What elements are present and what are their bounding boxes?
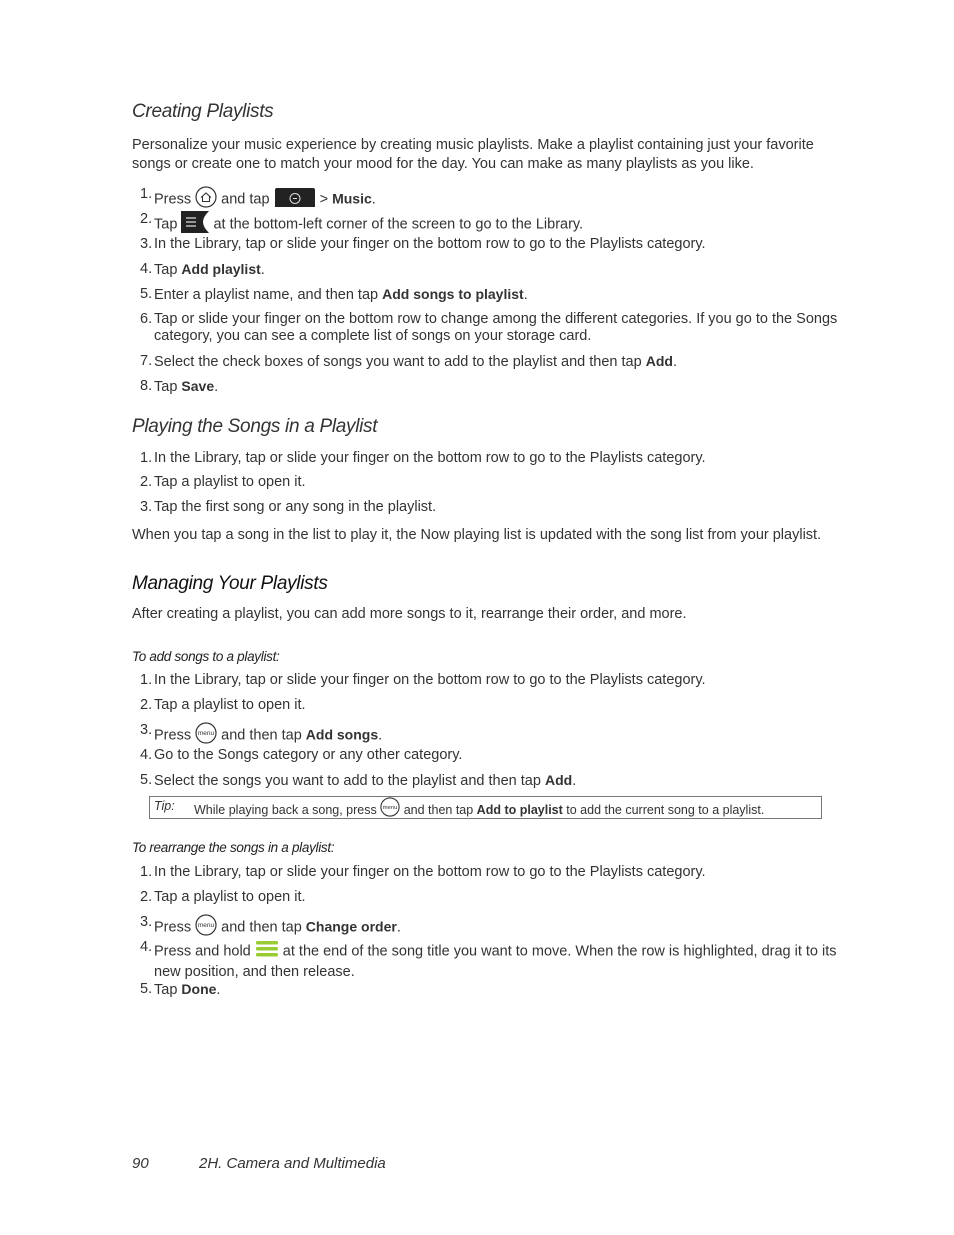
step-number: 7.: [140, 353, 153, 369]
step-end: .: [572, 773, 577, 789]
step-text: at the bottom-left corner of the screen to go to the Library.: [213, 216, 584, 233]
all-apps-icon: [274, 187, 316, 213]
list-item: [132, 889, 842, 906]
step-number: 4.: [140, 747, 153, 763]
change-order-label: Change order: [305, 918, 397, 935]
add-songs-subtitle: To add songs to a playlist:: [132, 649, 280, 664]
list-item: [132, 236, 842, 253]
page-number: 90: [132, 1155, 149, 1172]
step-text: and tap: [221, 191, 270, 208]
step-text: Tap the first song or any song in the playlist.: [154, 499, 437, 515]
step-text: Tap: [154, 982, 182, 998]
step-end: .: [214, 379, 219, 395]
chapter-title: 2H. Camera and Multimedia: [199, 1155, 386, 1172]
step-text: In the Library, tap or slide your finger on the bottom row to go to the Playlists category.: [154, 450, 706, 466]
list-item: [132, 378, 842, 396]
menu-key-icon: [195, 722, 217, 749]
step-text: and then tap: [217, 919, 306, 936]
step-text: In the Library, tap or slide your finger on the bottom row to go to the Playlists category.: [154, 672, 706, 688]
list-item: [132, 864, 842, 881]
step-end: .: [216, 982, 221, 998]
add-songs-label: Add songs: [305, 726, 379, 743]
step-number: 2.: [140, 889, 153, 905]
step-text: Press: [154, 191, 192, 208]
list-item: [132, 499, 842, 516]
add-label: Add: [544, 772, 573, 788]
step-number: 8.: [140, 378, 153, 394]
step-text: Tap a playlist to open it.: [154, 889, 306, 905]
drag-handle-icon: [255, 939, 279, 964]
step-text: >: [319, 191, 333, 208]
step-text: Tap: [154, 379, 182, 395]
list-item: [132, 311, 842, 345]
section-title-creating: Creating Playlists: [132, 101, 274, 122]
step-text: Select the songs you want to add to the playlist and then tap: [154, 773, 545, 789]
step-end: .: [523, 287, 528, 303]
step-end: .: [396, 919, 401, 936]
step-number: 1.: [140, 864, 153, 880]
list-item: [132, 981, 842, 999]
step-text: Press: [154, 919, 192, 936]
creating-intro: Personalize your music experience by creating music playlists. Make a playlist containing just your favorite songs or create one to match your mood for the day. You can make as many playlists as you like.: [132, 137, 814, 172]
step-end: .: [378, 727, 383, 744]
list-item: [132, 722, 842, 749]
step-text: at the end of the song title you want to move. When the row is highlighted, drag it to its new position, and then release.: [154, 943, 837, 980]
step-end: .: [371, 191, 376, 208]
step-text: Enter a playlist name, and then tap: [154, 287, 383, 303]
section-title-managing: Managing Your Playlists: [132, 573, 328, 594]
list-item: [132, 772, 842, 790]
step-number: 5.: [140, 286, 153, 302]
step-number: 3.: [140, 914, 153, 930]
step-end: .: [672, 354, 677, 370]
list-item: [132, 914, 842, 941]
step-text: Select the check boxes of songs you want to add to the playlist and then tap: [154, 354, 646, 370]
menu-key-label: menu: [197, 922, 215, 929]
list-item: [132, 450, 842, 467]
step-number: 2.: [140, 474, 153, 490]
step-text: Press: [154, 727, 192, 744]
library-tab-icon: [181, 211, 209, 238]
list-item: [132, 697, 842, 714]
step-number: 2.: [140, 697, 153, 713]
step-number: 1.: [140, 672, 153, 688]
step-text: and then tap: [217, 727, 306, 744]
step-text: Tap: [154, 216, 178, 233]
done-label: Done: [181, 981, 217, 997]
music-label: Music: [332, 190, 372, 207]
step-number: 4.: [140, 261, 153, 277]
step-text: Tap a playlist to open it.: [154, 474, 306, 490]
list-item: [132, 186, 842, 213]
tip-label: Tip:: [154, 799, 175, 813]
step-text: Tap or slide your finger on the bottom row to change among the different categories. If you go to the Songs category, you can see a complete list of songs on your storage card.: [154, 311, 838, 344]
list-item: [132, 286, 842, 304]
rearrange-subtitle: To rearrange the songs in a playlist:: [132, 840, 335, 855]
add-to-playlist-label: Add to playlist: [476, 802, 563, 817]
step-text: Tap: [154, 262, 182, 278]
add-songs-to-playlist-label: Add songs to playlist: [382, 286, 524, 302]
step-number: 3.: [140, 722, 153, 738]
step-text: Press and hold: [154, 943, 251, 960]
step-end: .: [260, 262, 265, 278]
step-number: 5.: [140, 981, 153, 997]
add-playlist-label: Add playlist: [181, 261, 261, 277]
step-number: 3.: [140, 236, 153, 252]
list-item: [132, 353, 842, 371]
tip-text: and then tap: [400, 802, 477, 817]
step-number: 6.: [140, 311, 153, 327]
tip-box: [149, 796, 822, 819]
menu-key-label: menu: [197, 730, 215, 737]
playing-note: When you tap a song in the list to play it, the Now playing list is updated with the song list from your playlist.: [132, 527, 822, 543]
list-item: [132, 474, 842, 491]
tip-text: While playing back a song, press: [194, 802, 377, 817]
list-item: [132, 672, 842, 689]
list-item: [132, 261, 842, 279]
step-number: 2.: [140, 211, 153, 227]
step-number: 1.: [140, 450, 153, 466]
menu-key-icon: [195, 914, 217, 941]
step-number: 4.: [140, 939, 153, 955]
add-label: Add: [645, 353, 673, 369]
save-label: Save: [181, 378, 215, 394]
step-number: 1.: [140, 186, 153, 202]
home-icon: [195, 186, 217, 213]
list-item: [132, 211, 842, 238]
step-number: 5.: [140, 772, 153, 788]
menu-key-icon: [380, 797, 400, 824]
step-text: In the Library, tap or slide your finger on the bottom row to go to the Playlists category.: [154, 236, 706, 252]
list-item: [132, 939, 842, 981]
list-item: [132, 747, 842, 764]
step-text: Tap a playlist to open it.: [154, 697, 306, 713]
step-number: 3.: [140, 499, 153, 515]
managing-intro: After creating a playlist, you can add more songs to it, rearrange their order, and more.: [132, 606, 687, 622]
section-title-playing: Playing the Songs in a Playlist: [132, 416, 378, 437]
step-text: In the Library, tap or slide your finger on the bottom row to go to the Playlists category.: [154, 864, 706, 880]
step-text: Go to the Songs category or any other category.: [154, 747, 463, 763]
tip-text: to add the current song to a playlist.: [562, 802, 765, 817]
menu-key-label: menu: [382, 804, 398, 811]
